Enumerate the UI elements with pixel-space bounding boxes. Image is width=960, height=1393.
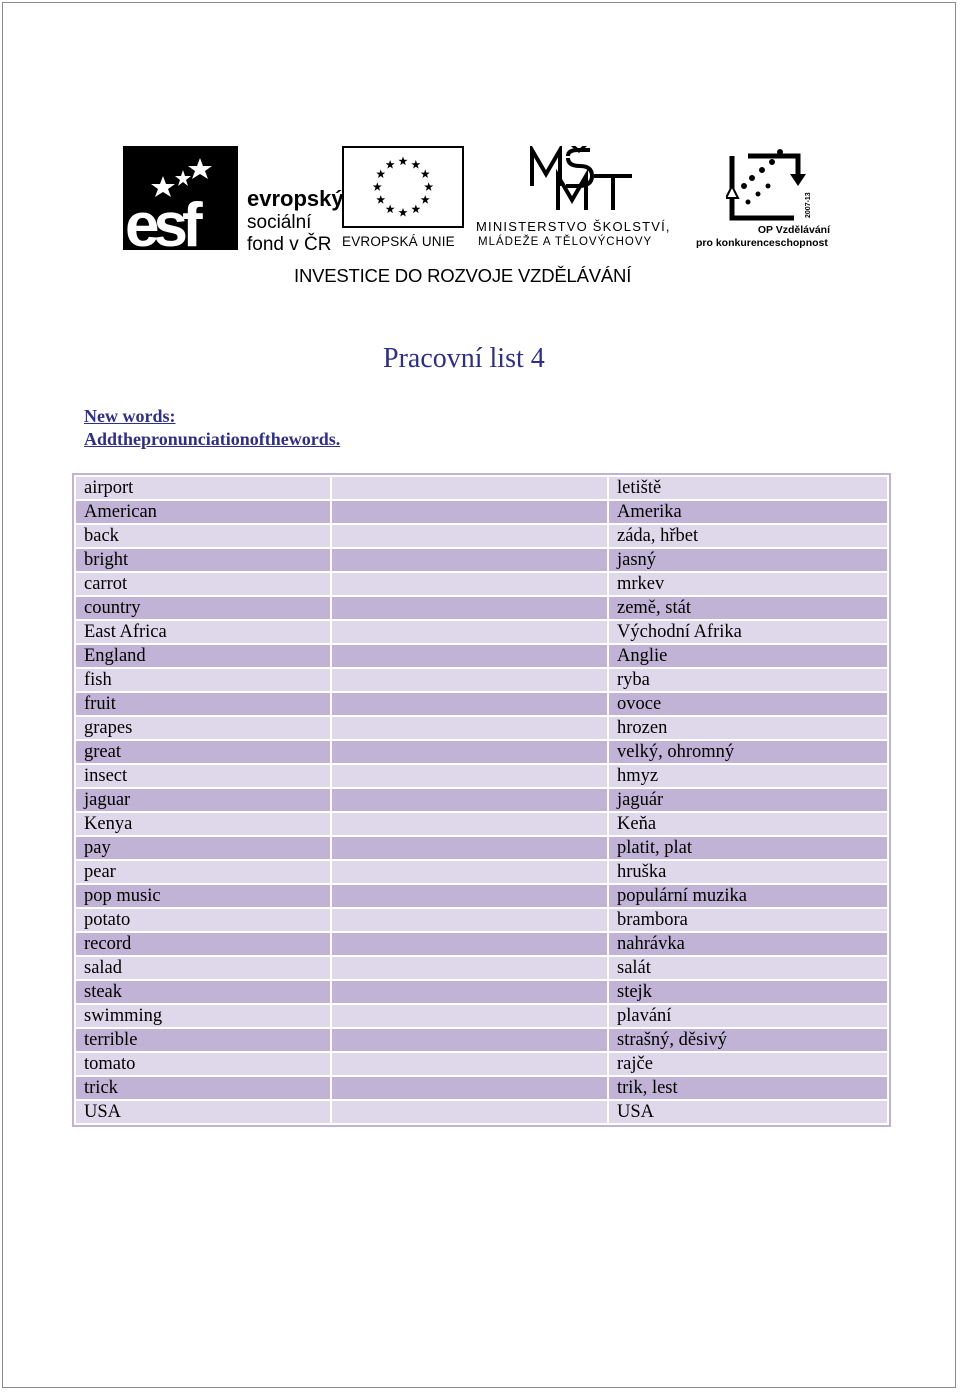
english-word-cell: grapes (75, 716, 331, 740)
english-word-cell: fruit (75, 692, 331, 716)
table-row (75, 836, 888, 860)
eu-star-icon (421, 169, 430, 178)
eu-star-icon (386, 160, 395, 169)
eu-star-icon (373, 182, 382, 191)
eu-star-icon (398, 208, 407, 217)
czech-translation-cell: hmyz (608, 764, 888, 788)
pronunciation-cell[interactable] (331, 692, 608, 716)
eu-star-icon (376, 195, 385, 204)
czech-translation-cell: rajče (608, 1052, 888, 1076)
pronunciation-cell[interactable] (331, 932, 608, 956)
eu-star-icon (386, 204, 395, 213)
eu-star-icon (411, 204, 420, 213)
pronunciation-cell[interactable] (331, 764, 608, 788)
op-line1: OP Vzdělávání (757, 224, 830, 236)
table-row (75, 740, 888, 764)
msmt-line1: MINISTERSTVO ŠKOLSTVÍ, (476, 219, 671, 234)
eu-star-icon (424, 182, 433, 191)
english-word-cell: back (75, 524, 331, 548)
table-row (75, 1076, 888, 1100)
table-row (75, 764, 888, 788)
op-vzdelavani-logo (696, 146, 836, 250)
eu-label: EVROPSKÁ UNIE (342, 234, 455, 249)
pronunciation-cell[interactable] (331, 524, 608, 548)
table-row (75, 716, 888, 740)
czech-translation-cell: jaguár (608, 788, 888, 812)
english-word-cell: pear (75, 860, 331, 884)
czech-translation-cell: Východní Afrika (608, 620, 888, 644)
czech-translation-cell: ryba (608, 668, 888, 692)
table-row (75, 620, 888, 644)
pronunciation-cell[interactable] (331, 1004, 608, 1028)
english-word-cell: bright (75, 548, 331, 572)
new-words-heading: New words: (84, 406, 176, 426)
table-row (75, 1100, 888, 1124)
english-word-cell: pay (75, 836, 331, 860)
pronunciation-cell[interactable] (331, 908, 608, 932)
eu-star-icon (421, 195, 430, 204)
table-row (75, 1052, 888, 1076)
table-row (75, 788, 888, 812)
eu-flag-icon (342, 146, 464, 228)
pronunciation-cell[interactable] (331, 1076, 608, 1100)
table-row (75, 932, 888, 956)
msmt-line2: MLÁDEŽE A TĚLOVÝCHOVY (478, 236, 653, 248)
english-word-cell: American (75, 500, 331, 524)
english-word-cell: East Africa (75, 620, 331, 644)
czech-translation-cell: velký, ohromný (608, 740, 888, 764)
czech-translation-cell: platit, plat (608, 836, 888, 860)
czech-translation-cell: hruška (608, 860, 888, 884)
table-row (75, 908, 888, 932)
eu-star-icon (411, 160, 420, 169)
table-row (75, 548, 888, 572)
english-word-cell: potato (75, 908, 331, 932)
esf-wordmark (247, 188, 344, 254)
czech-translation-cell: stejk (608, 980, 888, 1004)
table-row (75, 524, 888, 548)
esf-line2: sociální (247, 212, 312, 233)
english-word-cell: airport (75, 476, 331, 500)
page-title: Pracovní list 4 (383, 343, 545, 374)
english-word-cell: pop music (75, 884, 331, 908)
pronunciation-cell[interactable] (331, 476, 608, 500)
czech-translation-cell: Amerika (608, 500, 888, 524)
english-word-cell: Kenya (75, 812, 331, 836)
table-row (75, 692, 888, 716)
pronunciation-cell[interactable] (331, 836, 608, 860)
msmt-logo (476, 146, 688, 250)
pronunciation-cell[interactable] (331, 1028, 608, 1052)
table-row (75, 812, 888, 836)
english-word-cell: fish (75, 668, 331, 692)
czech-translation-cell: země, stát (608, 596, 888, 620)
table-row (75, 596, 888, 620)
table-row (75, 1028, 888, 1052)
table-row (75, 884, 888, 908)
czech-translation-cell: populární muzika (608, 884, 888, 908)
pronunciation-cell[interactable] (331, 644, 608, 668)
table-row (75, 644, 888, 668)
instruction-text: Addthepronunciationofthewords. (84, 429, 341, 449)
czech-translation-cell: záda, hřbet (608, 524, 888, 548)
english-word-cell: USA (75, 1100, 331, 1124)
pronunciation-cell[interactable] (331, 884, 608, 908)
english-word-cell: England (75, 644, 331, 668)
table-row (75, 500, 888, 524)
table-row (75, 668, 888, 692)
czech-translation-cell: salát (608, 956, 888, 980)
english-word-cell: jaguar (75, 788, 331, 812)
pronunciation-cell[interactable] (331, 860, 608, 884)
english-word-cell: salad (75, 956, 331, 980)
english-word-cell: swimming (75, 1004, 331, 1028)
pronunciation-cell[interactable] (331, 1052, 608, 1076)
table-row (75, 476, 888, 500)
czech-translation-cell: mrkev (608, 572, 888, 596)
vocabulary-table (74, 475, 889, 1125)
op-mark-icon (726, 146, 816, 224)
czech-translation-cell: nahrávka (608, 932, 888, 956)
english-word-cell: great (75, 740, 331, 764)
op-line2: pro konkurenceschopnost (696, 237, 828, 249)
english-word-cell: carrot (75, 572, 331, 596)
pronunciation-cell[interactable] (331, 548, 608, 572)
esf-line1: evropský (247, 186, 344, 211)
table-row (75, 956, 888, 980)
czech-translation-cell: jasný (608, 548, 888, 572)
pronunciation-cell[interactable] (331, 956, 608, 980)
esf-logo (123, 146, 344, 255)
pronunciation-cell[interactable] (331, 980, 608, 1004)
english-word-cell: record (75, 932, 331, 956)
czech-translation-cell: hrozen (608, 716, 888, 740)
esf-line3: fond v ČR (247, 234, 332, 255)
table-row (75, 1004, 888, 1028)
table-row (75, 980, 888, 1004)
czech-translation-cell: letiště (608, 476, 888, 500)
eu-star-icon (398, 157, 407, 166)
investice-banner: INVESTICE DO ROZVOJE VZDĚLÁVÁNÍ (294, 265, 632, 286)
czech-translation-cell: USA (608, 1100, 888, 1124)
czech-translation-cell: ovoce (608, 692, 888, 716)
english-word-cell: tomato (75, 1052, 331, 1076)
pronunciation-cell[interactable] (331, 572, 608, 596)
eu-star-icon (376, 169, 385, 178)
pronunciation-cell[interactable] (331, 812, 608, 836)
czech-translation-cell: plavání (608, 1004, 888, 1028)
english-word-cell: country (75, 596, 331, 620)
czech-translation-cell: Keňa (608, 812, 888, 836)
pronunciation-cell[interactable] (331, 596, 608, 620)
op-side-text: 2007-13 (805, 192, 812, 218)
english-word-cell: steak (75, 980, 331, 1004)
pronunciation-cell[interactable] (331, 716, 608, 740)
esf-mark-icon (123, 146, 238, 250)
english-word-cell: terrible (75, 1028, 331, 1052)
pronunciation-cell[interactable] (331, 788, 608, 812)
czech-translation-cell: brambora (608, 908, 888, 932)
svg-text:esf: esf (125, 191, 197, 250)
english-word-cell: insect (75, 764, 331, 788)
pronunciation-cell[interactable] (331, 500, 608, 524)
eu-logo (342, 146, 466, 250)
pronunciation-cell[interactable] (331, 668, 608, 692)
table-row (75, 572, 888, 596)
pronunciation-cell[interactable] (331, 740, 608, 764)
english-word-cell: trick (75, 1076, 331, 1100)
msmt-mark-icon (528, 146, 636, 214)
czech-translation-cell: trik, lest (608, 1076, 888, 1100)
czech-translation-cell: Anglie (608, 644, 888, 668)
czech-translation-cell: strašný, děsivý (608, 1028, 888, 1052)
table-row (75, 860, 888, 884)
pronunciation-cell[interactable] (331, 620, 608, 644)
pronunciation-cell[interactable] (331, 1100, 608, 1124)
